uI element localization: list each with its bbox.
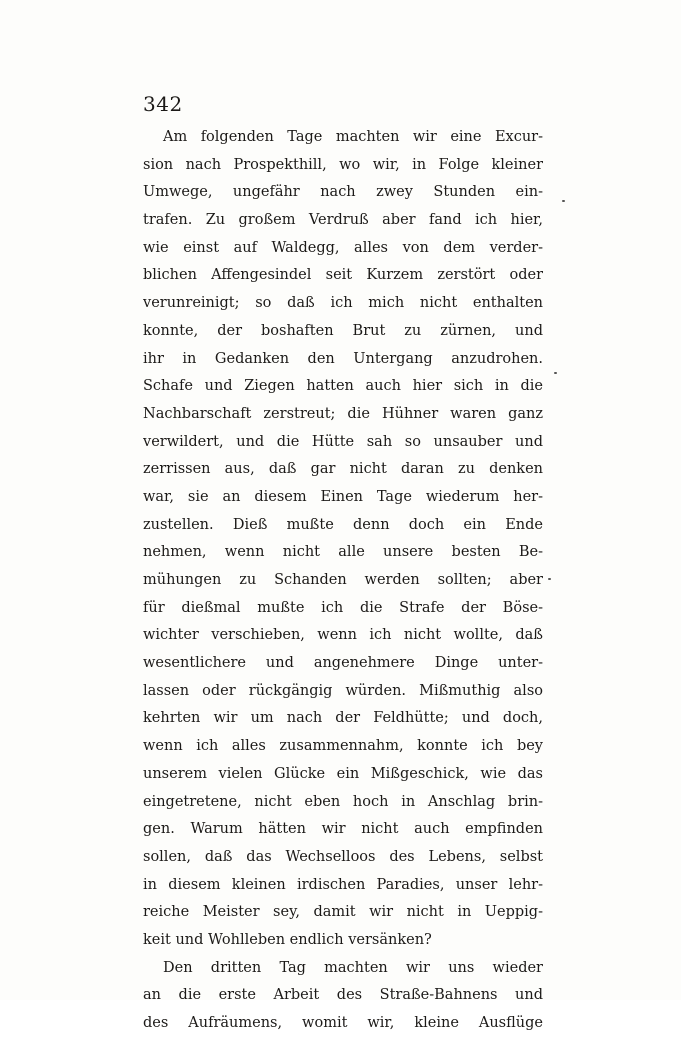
- text-line: an die erste Arbeit des Straße-Bahnens und: [143, 987, 543, 1004]
- text-line: Schafe und Ziegen hatten auch hier sich in die: [143, 378, 543, 395]
- text-line: Nachbarschaft zerstreut; die Hühner waren ganz: [143, 405, 543, 422]
- text-line: trafen. Zu großem Verdruß aber fand ich hier,: [143, 212, 543, 229]
- text-line: gen. Warum hätten wir nicht auch empfinden: [143, 821, 543, 838]
- text-line: Am folgenden Tage machten wir eine Excur-: [163, 129, 543, 145]
- text-line: nehmen, wenn nicht alle unsere besten Be-: [143, 544, 543, 561]
- text-line: konnte, der boshaften Brut zu zürnen, und: [143, 322, 543, 339]
- page-number: 342: [143, 92, 183, 116]
- text-line: wenn ich alles zusammennahm, konnte ich bey: [143, 738, 543, 755]
- text-line: sollen, daß das Wechselloos des Lebens, selbst: [143, 848, 543, 865]
- text-line: kehrten wir um nach der Feldhütte; und doch,: [143, 710, 543, 727]
- text-line: Den dritten Tag machten wir uns wieder: [163, 959, 543, 976]
- body-text: [143, 124, 543, 1038]
- text-line: wesentlichere und angenehmere Dinge unter-: [143, 655, 543, 672]
- text-line: verwildert, und die Hütte sah so unsauber und: [143, 433, 543, 450]
- text-line: mühungen zu Schanden werden sollten; aber: [143, 572, 543, 588]
- print-speck: [562, 200, 565, 202]
- text-line: in diesem kleinen irdischen Paradies, unser lehr-: [143, 876, 543, 893]
- text-line: wie einst auf Waldegg, alles von dem verder-: [143, 239, 543, 256]
- text-line: reiche Meister sey, damit wir nicht in Ueppig-: [143, 904, 543, 921]
- text-line: Umwege, ungefähr nach zwey Stunden ein-: [143, 184, 543, 201]
- text-line: eingetretene, nicht eben hoch in Anschlag brin-: [143, 793, 543, 810]
- print-speck: [548, 578, 551, 580]
- text-line: ihr in Gedanken den Untergang anzudrohen.: [143, 350, 543, 367]
- text-line: verunreinigt; so daß ich mich nicht enthalten: [143, 295, 543, 312]
- text-line: für dießmal mußte ich die Strafe der Böse-: [143, 599, 543, 616]
- print-speck: [554, 372, 557, 374]
- text-line: keit und Wohlleben endlich versänken?: [143, 931, 432, 948]
- text-line: blichen Affengesindel seit Kurzem zerstört oder: [143, 267, 543, 284]
- text-line: wichter verschieben, wenn ich nicht wollte, daß: [143, 627, 543, 644]
- text-line: sion nach Prospekthill, wo wir, in Folge kleiner: [143, 156, 543, 173]
- text-line: lassen oder rückgängig würden. Mißmuthig also: [143, 682, 543, 699]
- text-line: des Aufräumens, womit wir, kleine Ausflüge: [143, 1015, 543, 1031]
- text-line: unserem vielen Glücke ein Mißgeschick, wie das: [143, 765, 543, 782]
- text-line: zustellen. Dieß mußte denn doch ein Ende: [143, 516, 543, 533]
- text-line: war, sie an diesem Einen Tage wiederum her-: [143, 488, 543, 505]
- text-line: zerrissen aus, daß gar nicht daran zu denken: [143, 461, 543, 478]
